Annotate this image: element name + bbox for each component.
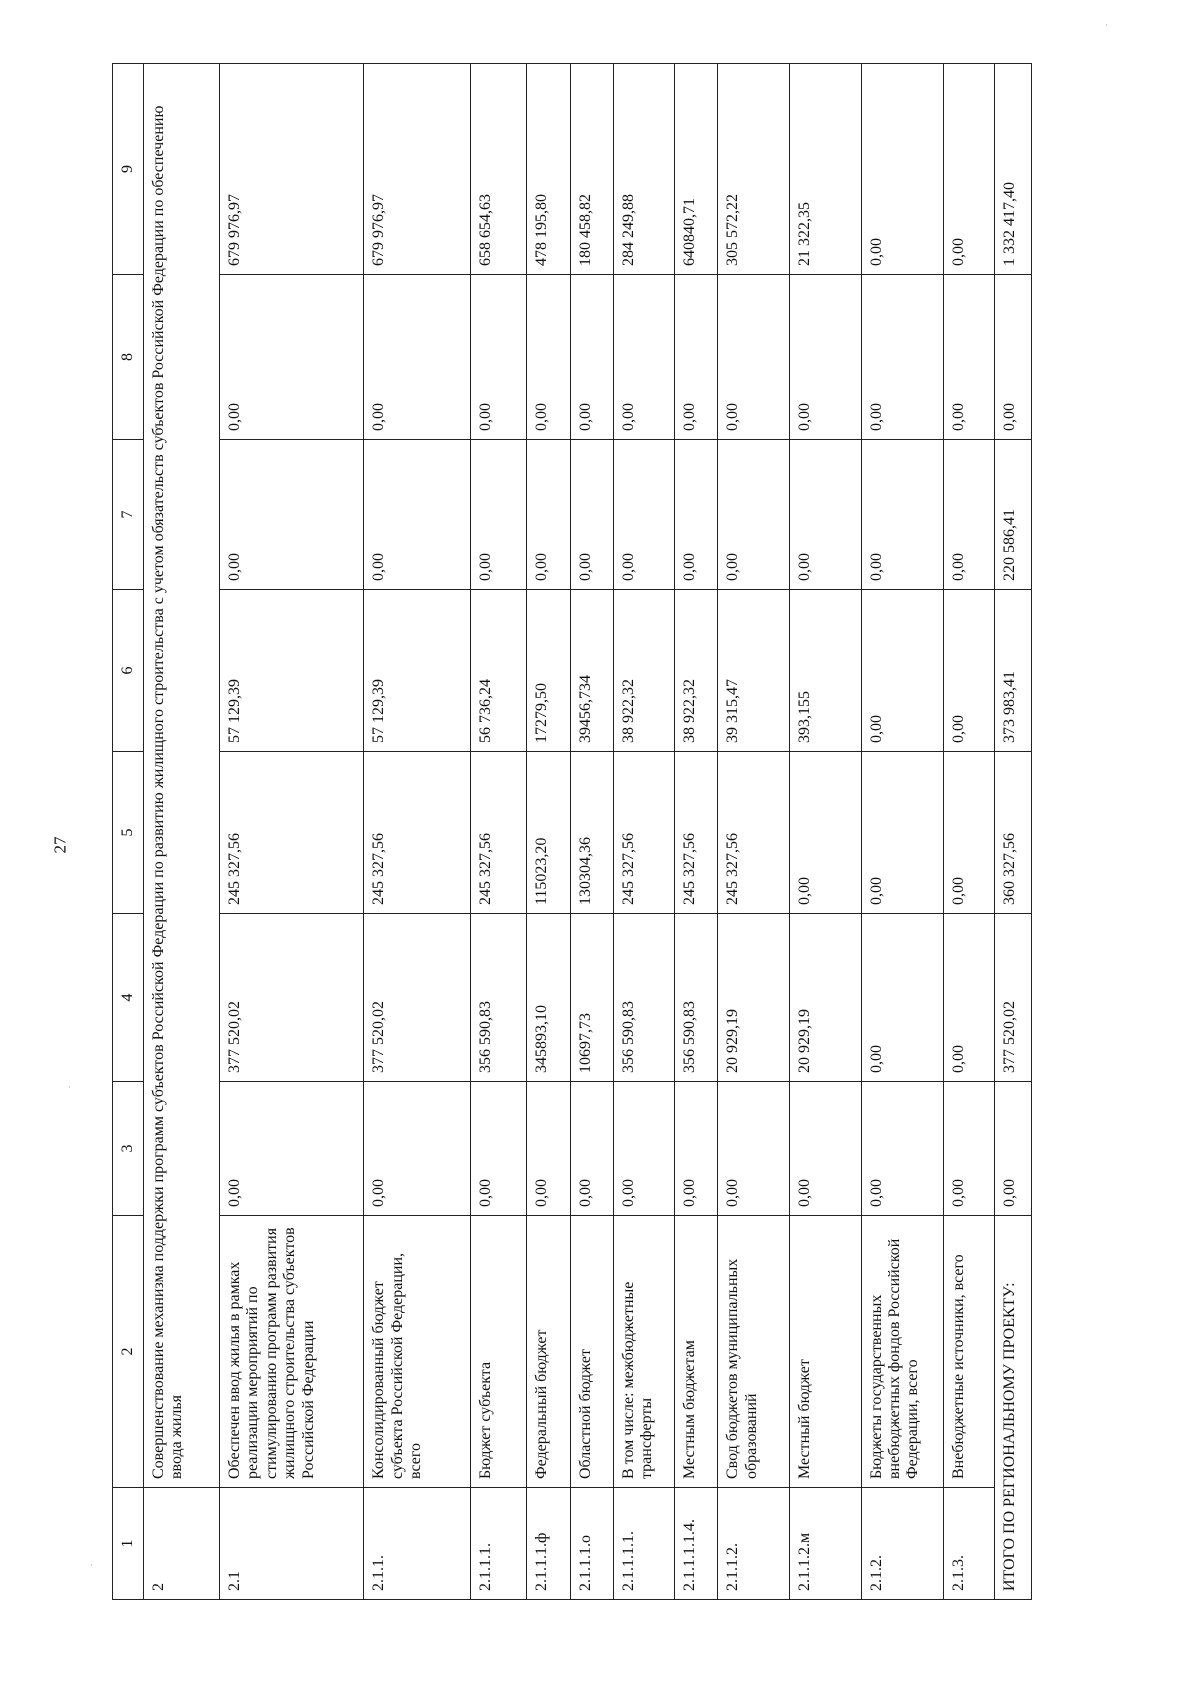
value-col-8: 0,00 (470, 275, 526, 440)
row-code: 2.1.1.2.м (789, 1488, 861, 1600)
section-row (144, 64, 220, 1600)
value-col-5: 0,00 (944, 752, 995, 914)
row-code: 2.1.1.2. (718, 1488, 790, 1600)
column-number: 3 (113, 1082, 144, 1216)
column-number: 2 (113, 1216, 144, 1488)
value-col-3: 0,00 (674, 1082, 717, 1216)
value-col-4: 0,00 (944, 914, 995, 1082)
row-name: Консолидированный бюджет субъекта Российской Федерации, всего (364, 1216, 470, 1488)
row-name: Местный бюджет (789, 1216, 861, 1488)
table-row (789, 64, 861, 1600)
value-col-8: 0,00 (364, 275, 470, 440)
value-col-9: 679 976,97 (219, 64, 363, 275)
section-code: 2 (144, 1488, 220, 1600)
value-col-6: 39 315,47 (718, 590, 790, 752)
value-col-3: 0,00 (614, 1082, 675, 1216)
value-col-6: 0,00 (944, 590, 995, 752)
rotated-table-container (112, 64, 1032, 1600)
value-col-7: 0,00 (861, 440, 944, 590)
value-col-5: 115023,20 (527, 752, 570, 914)
row-name: Федеральный бюджет (527, 1216, 570, 1488)
value-col-4: 20 929,19 (718, 914, 790, 1082)
value-col-4: 356 590,83 (614, 914, 675, 1082)
value-col-9: 658 654,63 (470, 64, 526, 275)
value-col-4: 10697,73 (570, 914, 613, 1082)
value-col-9: 21 322,35 (789, 64, 861, 275)
table-row (219, 64, 363, 1600)
value-col-7: 0,00 (364, 440, 470, 590)
total-label: ИТОГО ПО РЕГИОНАЛЬНОМУ ПРОЕКТУ: (995, 1216, 1032, 1600)
value-col-6: 39456,734 (570, 590, 613, 752)
value-col-8: 0,00 (718, 275, 790, 440)
table-row (944, 64, 995, 1600)
value-col-8: 0,00 (570, 275, 613, 440)
table-row (718, 64, 790, 1600)
value-col-7: 0,00 (718, 440, 790, 590)
value-col-9: 284 249,88 (614, 64, 675, 275)
value-col-7: 0,00 (944, 440, 995, 590)
row-code: 2.1.2. (861, 1488, 944, 1600)
value-col-8: 0,00 (219, 275, 363, 440)
row-name: Бюджеты государственных внебюджетных фондов Российской Федерации, всего (861, 1216, 944, 1488)
row-code: 2.1.1.1.1.4. (674, 1488, 717, 1600)
value-col-6: 393,155 (789, 590, 861, 752)
total-col-5: 360 327,56 (995, 752, 1032, 914)
value-col-9: 478 195,80 (527, 64, 570, 275)
value-col-9: 640840,71 (674, 64, 717, 275)
value-col-5: 245 327,56 (718, 752, 790, 914)
page-number: 27 (50, 836, 70, 854)
value-col-7: 0,00 (527, 440, 570, 590)
scan-speck: · (1105, 20, 1108, 30)
value-col-7: 0,00 (674, 440, 717, 590)
value-col-3: 0,00 (789, 1082, 861, 1216)
value-col-8: 0,00 (944, 275, 995, 440)
column-number: 7 (113, 440, 144, 590)
table-row (527, 64, 570, 1600)
row-code: 2.1.3. (944, 1488, 995, 1600)
row-code: 2.1.1. (364, 1488, 470, 1600)
value-col-3: 0,00 (861, 1082, 944, 1216)
value-col-6: 0,00 (861, 590, 944, 752)
value-col-9: 180 458,82 (570, 64, 613, 275)
table-row (470, 64, 526, 1600)
value-col-6: 17279,50 (527, 590, 570, 752)
value-col-9: 305 572,22 (718, 64, 790, 275)
value-col-3: 0,00 (219, 1082, 363, 1216)
value-col-4: 345893,10 (527, 914, 570, 1082)
column-number: 4 (113, 914, 144, 1082)
row-name: В том числе: межбюджетные трансферты (614, 1216, 675, 1488)
table-row (364, 64, 470, 1600)
value-col-7: 0,00 (789, 440, 861, 590)
total-col-6: 373 983,41 (995, 590, 1032, 752)
row-code: 2.1.1.1.о (570, 1488, 613, 1600)
value-col-6: 57 129,39 (364, 590, 470, 752)
value-col-4: 377 520,02 (364, 914, 470, 1082)
total-col-8: 0,00 (995, 275, 1032, 440)
column-number: 1 (113, 1488, 144, 1600)
column-number: 8 (113, 275, 144, 440)
value-col-5: 0,00 (789, 752, 861, 914)
column-number: 5 (113, 752, 144, 914)
scan-speck: · (90, 1560, 93, 1570)
value-col-4: 20 929,19 (789, 914, 861, 1082)
value-col-9: 0,00 (944, 64, 995, 275)
value-col-7: 0,00 (219, 440, 363, 590)
value-col-3: 0,00 (944, 1082, 995, 1216)
total-row (995, 64, 1032, 1600)
column-number: 6 (113, 590, 144, 752)
value-col-3: 0,00 (527, 1082, 570, 1216)
table-row (674, 64, 717, 1600)
row-name: Внебюджетные источники, всего (944, 1216, 995, 1488)
value-col-3: 0,00 (470, 1082, 526, 1216)
value-col-6: 38 922,32 (614, 590, 675, 752)
value-col-5: 245 327,56 (614, 752, 675, 914)
value-col-8: 0,00 (527, 275, 570, 440)
financing-table (112, 63, 1032, 1600)
value-col-6: 38 922,32 (674, 590, 717, 752)
value-col-6: 56 736,24 (470, 590, 526, 752)
total-col-7: 220 586,41 (995, 440, 1032, 590)
row-name: Областной бюджет (570, 1216, 613, 1488)
value-col-5: 245 327,56 (470, 752, 526, 914)
table-row (570, 64, 613, 1600)
value-col-5: 245 327,56 (674, 752, 717, 914)
table-row (861, 64, 944, 1600)
value-col-5: 245 327,56 (219, 752, 363, 914)
total-col-3: 0,00 (995, 1082, 1032, 1216)
value-col-7: 0,00 (470, 440, 526, 590)
row-name: Свод бюджетов муниципальных образований (718, 1216, 790, 1488)
value-col-3: 0,00 (364, 1082, 470, 1216)
value-col-8: 0,00 (861, 275, 944, 440)
total-col-4: 377 520,02 (995, 914, 1032, 1082)
total-col-9: 1 332 417,40 (995, 64, 1032, 275)
value-col-9: 679 976,97 (364, 64, 470, 275)
row-name: Обеспечен ввод жилья в рамках реализации мероприятий по стимулированию программ развития жилищного строительства субъектов Российской Федерации (219, 1216, 363, 1488)
value-col-9: 0,00 (861, 64, 944, 275)
value-col-7: 0,00 (614, 440, 675, 590)
value-col-3: 0,00 (718, 1082, 790, 1216)
value-col-5: 130304,36 (570, 752, 613, 914)
value-col-8: 0,00 (614, 275, 675, 440)
value-col-8: 0,00 (789, 275, 861, 440)
row-code: 2.1.1.1.ф (527, 1488, 570, 1600)
value-col-4: 377 520,02 (219, 914, 363, 1082)
column-number-row (113, 64, 144, 1600)
value-col-5: 245 327,56 (364, 752, 470, 914)
value-col-4: 0,00 (861, 914, 944, 1082)
row-name: Местным бюджетам (674, 1216, 717, 1488)
value-col-5: 0,00 (861, 752, 944, 914)
column-number: 9 (113, 64, 144, 275)
value-col-4: 356 590,83 (674, 914, 717, 1082)
value-col-6: 57 129,39 (219, 590, 363, 752)
row-code: 2.1 (219, 1488, 363, 1600)
row-name: Бюджет субъекта (470, 1216, 526, 1488)
row-code: 2.1.1.1. (470, 1488, 526, 1600)
table-row (614, 64, 675, 1600)
scan-speck: · (68, 1082, 71, 1092)
section-title: Совершенствование механизма поддержки программ субъектов Российской Федерации по развитию жилищного строительства с учетом обязательств субъектов Российской Федерации по обеспечению ввода жилья (144, 64, 220, 1488)
value-col-8: 0,00 (674, 275, 717, 440)
row-code: 2.1.1.1.1. (614, 1488, 675, 1600)
value-col-4: 356 590,83 (470, 914, 526, 1082)
value-col-7: 0,00 (570, 440, 613, 590)
value-col-3: 0,00 (570, 1082, 613, 1216)
